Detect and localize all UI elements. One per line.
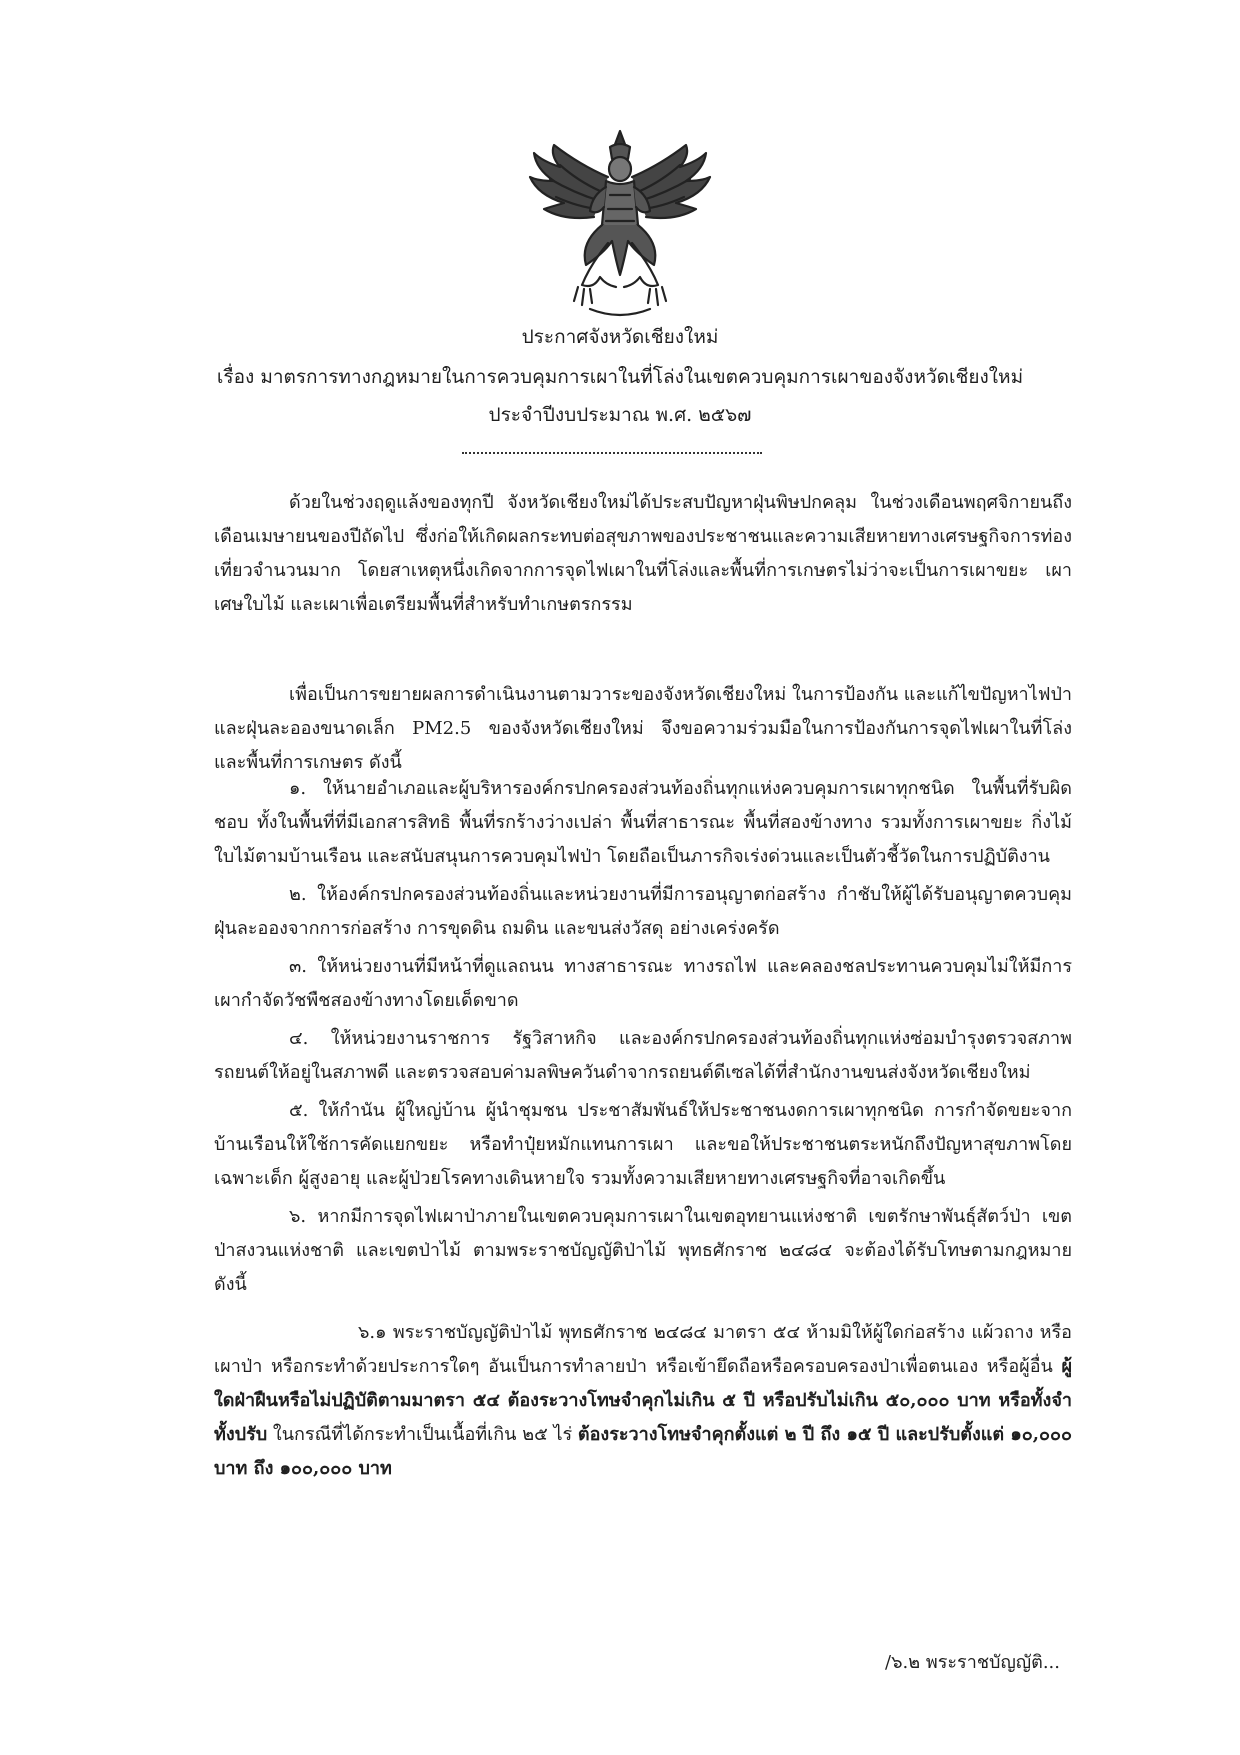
intro-text-1: ด้วยในช่วงฤดูแล้งของทุกปี จังหวัดเชียงใหม่ได้ประสบปัญหาฝุ่นพิษปกคลุม ในช่วงเดือนพฤศจิกายนถึงเดือนเมษายนของปีถัดไป ซึ่งก่อให้เกิดผลกระทบต่อสุขภาพของประชาชนและความเสียหายทางเศรษฐกิจการท่องเที่ยวจำนวนมาก โดยสาเหตุหนึ่งเกิดจากการจุดไฟเผาในที่โล่งและพื้นที่การเกษตรไม่ว่าจะเป็นการเผาขยะ เผาเศษใบไม้ และเผาเพื่อเตรียมพื้นที่สำหรับทำเกษตรกรรม: [214, 492, 1072, 615]
dotted-divider: [462, 452, 762, 454]
sub-item-penalty-1: ผู้ใดฝ่าฝืนหรือไม่ปฏิบัติตามมาตรา ๕๔ ต้องระวางโทษจำคุกไม่เกิน ๕ ปี หรือปรับไม่เกิน ๕๐,๐๐๐ บาท หรือทั้งจำทั้งปรับ: [214, 1356, 1072, 1445]
measures-list: [214, 772, 1072, 1490]
measure-item-5: ๕. ให้กำนัน ผู้ใหญ่บ้าน ผู้นำชุมชน ประชาสัมพันธ์ให้ประชาชนงดการเผาทุกชนิด การกำจัดขยะจากบ้านเรือนให้ใช้การคัดแยกขยะ หรือทำปุ๋ยหมักแทนการเผา และขอให้ประชาชนตระหนักถึงปัญหาสุขภาพโดยเฉพาะเด็ก ผู้สูงอายุ และผู้ป่วยโรคทางเดินหายใจ รวมทั้งความเสียหายทางเศรษฐกิจที่อาจเกิดขึ้น: [214, 1100, 1072, 1189]
intro-text-2: เพื่อเป็นการขยายผลการดำเนินงานตามวาระของจังหวัดเชียงใหม่ ในการป้องกัน และแก้ไขปัญหาไฟป่าและฝุ่นละอองขนาดเล็ก PM2.5 ของจังหวัดเชียงใหม่ จึงขอความร่วมมือในการป้องกันการจุดไฟเผาในที่โล่ง และพื้นที่การเกษตร ดังนี้: [214, 684, 1072, 773]
measure-item-6: ๖. หากมีการจุดไฟเผาป่าภายในเขตควบคุมการเผาในเขตอุทยานแห่งชาติ เขตรักษาพันธุ์สัตว์ป่า เขตป่าสงวนแห่งชาติ และเขตป่าไม้ ตามพระราชบัญญัติป่าไม้ พุทธศักราช ๒๔๘๔ จะต้องได้รับโทษตามกฎหมาย ดังนี้: [214, 1206, 1072, 1295]
sub-item-text-1: ๖.๑ พระราชบัญญัติป่าไม้ พุทธศักราช ๒๔๘๔ มาตรา ๕๔ ห้ามมิให้ผู้ใดก่อสร้าง แผ้วถาง หรือเผาป่า หรือกระทำด้วยประการใดๆ อันเป็นการทำลายป่า หรือเข้ายึดถือหรือครอบครองป่าเพื่อตนเอง หรือผู้อื่น: [214, 1322, 1072, 1377]
document-title: ประกาศจังหวัดเชียงใหม่: [521, 326, 719, 348]
sub-item-penalty-2: ต้องระวางโทษจำคุกตั้งแต่ ๒ ปี ถึง ๑๕ ปี และปรับตั้งแต่ ๑๐,๐๐๐ บาท ถึง ๑๐๐,๐๐๐ บาท: [214, 1424, 1073, 1479]
measure-item-2: ๒. ให้องค์กรปกครองส่วนท้องถิ่นและหน่วยงานที่มีการอนุญาตก่อสร้าง กำชับให้ผู้ได้รับอนุญาตควบคุมฝุ่นละอองจากการก่อสร้าง การขุดดิน ถมดิน และขนส่งวัสดุ อย่างเคร่งครัด: [214, 884, 1072, 939]
intro-paragraph-2: [214, 678, 1072, 780]
measure-item-4: ๔. ให้หน่วยงานราชการ รัฐวิสาหกิจ และองค์กรปกครองส่วนท้องถิ่นทุกแห่งซ่อมบำรุงตรวจสภาพรถยนต์ให้อยู่ในสภาพดี และตรวจสอบค่ามลพิษควันดำจากรถยนต์ดีเซลได้ที่สำนักงานขนส่งจังหวัดเชียงใหม่: [214, 1028, 1072, 1083]
document-subject: เรื่อง มาตรการทางกฎหมายในการควบคุมการเผาในที่โล่งในเขตควบคุมการเผาของจังหวัดเชียงใหม่: [216, 366, 1024, 388]
sub-item-text-2: ในกรณีที่ได้กระทำเป็นเนื้อที่เกิน ๒๕ ไร่: [267, 1424, 578, 1445]
continuation-marker: /๖.๒ พระราชบัญญัติ...: [885, 1652, 1060, 1673]
measure-item-3: ๓. ให้หน่วยงานที่มีหน้าที่ดูแลถนน ทางสาธารณะ ทางรถไฟ และคลองชลประทานควบคุมไม่ให้มีการเผากำจัดวัชพืชสองข้างทางโดยเด็ดขาด: [214, 956, 1072, 1011]
measure-item-1: ๑. ให้นายอำเภอและผู้บริหารองค์กรปกครองส่วนท้องถิ่นทุกแห่งควบคุมการเผาทุกชนิด ในพื้นที่รับผิดชอบ ทั้งในพื้นที่ที่มีเอกสารสิทธิ พื้นที่รกร้างว่างเปล่า พื้นที่สาธารณะ พื้นที่สองข้างทาง รวมทั้งการเผาขยะ กิ่งไม้ใบไม้ตามบ้านเรือน และสนับสนุนการควบคุมไฟป่า โดยถือเป็นภารกิจเร่งด่วนและเป็นตัวชี้วัดในการปฏิบัติงาน: [214, 778, 1072, 867]
intro-paragraph-1: [214, 486, 1072, 622]
document-fiscal-year: ประจำปีงบประมาณ พ.ศ. ๒๕๖๗: [488, 404, 752, 426]
garuda-emblem: [520, 125, 720, 325]
measure-sub-item-6-1: [214, 1316, 1072, 1486]
